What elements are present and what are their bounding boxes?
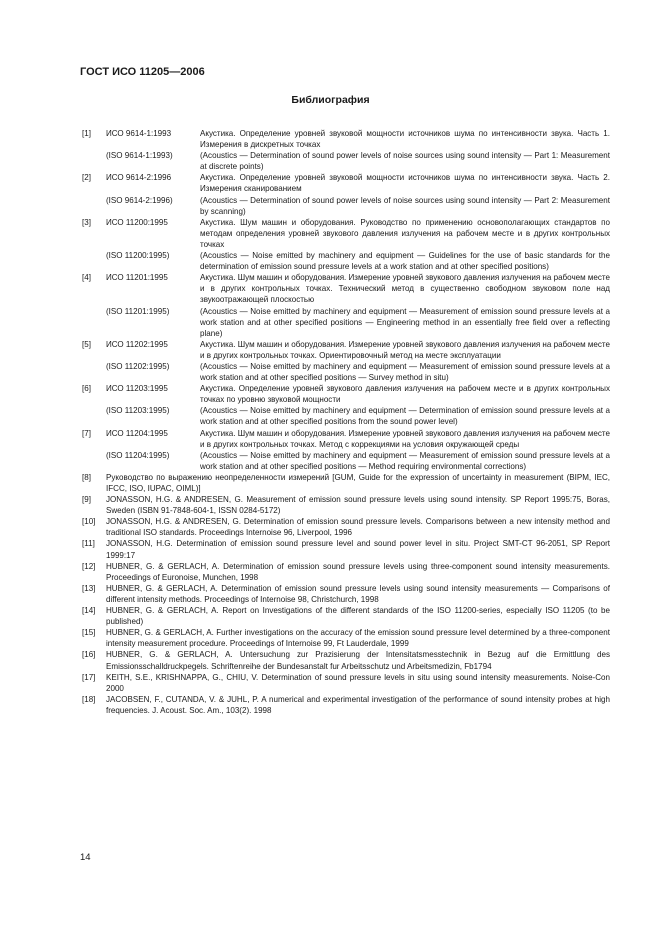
reference-item xyxy=(82,583,610,605)
standard-code-original: (ISO 11201:1995) xyxy=(106,306,170,316)
standard-code: ИСО 9614-2:1996 xyxy=(106,173,172,183)
reference-text-original: (Acoustics — Determination of sound power levels of noise sources using sound intensity — Part 2: Measurement by scanning) xyxy=(200,195,610,216)
reference-text: Акустика. Шум машин и оборудования. Измерение уровней звукового давления излучения на рабочем месте и в других контрольных точках. Метод с коррекциями на условия окружающей среды xyxy=(200,428,610,449)
reference-text-original: (Acoustics — Noise emitted by machinery and equipment — Guidelines for the use of basic standards for the determination of emission sound pressure levels at a work station and at other specified positions) xyxy=(200,251,610,272)
reference-number: [6] xyxy=(82,384,91,394)
standard-code: ИСО 11200:1995 xyxy=(106,217,168,227)
reference-text: JACOBSEN, F., CUTANDA, V. & JUHL, P. A numerical and experimental investigation of the performance of sound intensity probes at high frequencies. J. Acoust. Soc. Am., 103(2). 1998 xyxy=(106,694,610,715)
reference-text-original: (Acoustics — Noise emitted by machinery and equipment — Measurement of emission sound pressure levels at a work station and at other specified positions — Survey method in situ) xyxy=(200,361,610,383)
reference-number: [8] xyxy=(82,472,91,482)
standard-code-original: (ISO 9614-1:1993) xyxy=(106,151,173,161)
reference-item xyxy=(82,605,610,627)
reference-item xyxy=(82,561,610,583)
reference-item xyxy=(82,128,610,172)
standard-code: ИСО 9614-1:1993 xyxy=(106,129,172,138)
reference-item xyxy=(82,272,610,339)
reference-number: [3] xyxy=(82,217,91,227)
reference-number: [2] xyxy=(82,173,91,183)
reference-text: HUBNER, G. & GERLACH, A. Report on Investigations of the different standards of the ISO 11200-series, especially ISO 11205 (to be published) xyxy=(106,606,610,627)
standard-code-original: (ISO 11203:1995) xyxy=(106,406,170,416)
reference-text: HUBNER, G. & GERLACH, A. Determination of emission sound pressure levels using three-component sound intensity measurements. Proceedings of Euronoise, Munchen, 1998 xyxy=(106,561,610,582)
standard-code-original: (ISO 11204:1995) xyxy=(106,450,170,460)
reference-text: HUBNER, G. & GERLACH, A. Untersuchung zur Prazisierung der Intensitatsmesstechnik in Bezug auf die Ermittlung des Emissionsschalldruckpegels. Schriftenreihe der Bundesanstalt fur Arbeitsschutz und Arbeitsmedizin, Fb1794 xyxy=(106,650,610,671)
reference-number: [5] xyxy=(82,339,91,349)
reference-text-original: (Acoustics — Noise emitted by machinery and equipment — Measurement of emission sound pressure levels at a work station and at other specified positions — Engineering method in an essentially free field over a reflecting plane) xyxy=(200,306,610,338)
reference-number: [10] xyxy=(82,517,96,527)
reference-text: Акустика. Определение уровней звуковой мощности источников шума по интенсивности звука. Часть 1. Измерения в дискретных точках xyxy=(200,129,610,150)
reference-item xyxy=(82,694,610,716)
reference-number: [1] xyxy=(82,129,91,138)
reference-text: Акустика. Шум машин и оборудования. Руководство по применению основополагающих стандартов по методам определения уровней звукового давления излучения на рабочем месте и в других контрольных точках xyxy=(200,217,610,249)
reference-list xyxy=(82,128,610,716)
reference-number: [9] xyxy=(82,495,91,505)
reference-item xyxy=(82,339,610,383)
reference-number: [17] xyxy=(82,672,96,682)
reference-text: JONASSON, H.G. & ANDRESEN, G. Measurement of emission sound pressure levels using sound intensity. SP Report 1995:75, Boras, Sweden (ISBN 91-7848-604-1, ISSN 0284-5172) xyxy=(106,495,610,516)
reference-text-original: (Acoustics — Noise emitted by machinery and equipment — Determination of emission sound pressure levels at a work station and at other specified positions from the sound power level) xyxy=(200,406,610,427)
reference-item xyxy=(82,494,610,516)
reference-text-original: (Acoustics — Determination of sound power levels of noise sources using sound intensity — Part 1: Measurement at discrete points) xyxy=(200,151,610,172)
bibliography-title: Библиография xyxy=(291,94,370,106)
reference-number: [16] xyxy=(82,650,96,660)
standard-code: ИСО 11202:1995 xyxy=(106,339,168,349)
reference-number: [7] xyxy=(82,428,91,438)
standard-code-original: (ISO 11200:1995) xyxy=(106,251,170,261)
reference-text: Акустика. Шум машин и оборудования. Измерение уровней звукового давления излучения на рабочем месте и в других контрольных точках. Технический метод в существенно свободном звуковом поле над звукоотражающей плоскостью xyxy=(200,273,610,305)
reference-item xyxy=(82,627,610,649)
reference-text: JONASSON, H.G. & ANDRESEN, G. Determination of emission sound pressure levels. Comparisons between a new intensity method and traditional ISO standards. Proceedings Internoise 96, Liverpool, 1996 xyxy=(106,517,610,538)
reference-number: [4] xyxy=(82,273,91,283)
reference-number: [12] xyxy=(82,561,96,571)
reference-text: HUBNER, G. & GERLACH, A. Determination of emission sound pressure levels using sound intensity measurements — Comparisons of different intensity methods. Proceedings of Internoise 98, Christchurch, 1998 xyxy=(106,583,610,604)
reference-number: [11] xyxy=(82,539,95,549)
reference-text: Акустика. Шум машин и оборудования. Измерение уровней звукового давления излучения на рабочем месте и в других контрольных точках. Ориентировочный метод на месте эксплуатации xyxy=(200,339,610,360)
reference-text: KEITH, S.E., KRISHNAPPA, G., CHIU, V. Determination of sound pressure levels in situ using sound intensity measurements. Noise-Con 2000 xyxy=(106,672,610,693)
reference-text: Акустика. Определение уровней звукового давления излучения на рабочем месте и в других контрольных точках по уровню звуковой мощности xyxy=(200,384,610,405)
document-header: ГОСТ ИСО 11205—2006 xyxy=(80,66,205,78)
standard-code-original: (ISO 11202:1995) xyxy=(106,361,170,371)
reference-number: [15] xyxy=(82,628,96,638)
standard-code-original: (ISO 9614-2:1996) xyxy=(106,195,173,205)
reference-item xyxy=(82,649,610,671)
reference-item xyxy=(82,172,610,216)
reference-item xyxy=(82,538,610,560)
reference-item xyxy=(82,383,610,427)
standard-code: ИСО 11201:1995 xyxy=(106,273,168,283)
reference-number: [18] xyxy=(82,694,96,704)
reference-text: Руководство по выражению неопределенности измерений [GUM, Guide for the expression of uncertainty in measurement (BIPM, IEC, IFCC, ISO, IUPAC, OIML)] xyxy=(106,472,610,493)
reference-text-original: (Acoustics — Noise emitted by machinery and equipment — Measurement of emission sound pressure levels at a work station and at other specified positions — Method requiring environmental corrections) xyxy=(200,450,610,471)
reference-number: [14] xyxy=(82,606,96,616)
reference-text: Акустика. Определение уровней звуковой мощности источников шума по интенсивности звука. Часть 2. Измерения сканированием xyxy=(200,173,610,194)
reference-item xyxy=(82,672,610,694)
reference-item xyxy=(82,428,610,472)
standard-code: ИСО 11204:1995 xyxy=(106,428,168,438)
reference-item xyxy=(82,217,610,272)
reference-item xyxy=(82,516,610,538)
reference-text: JONASSON, H.G. Determination of emission sound pressure level and sound power level in situ. Project SMT-CT 96-2051, SP Report 1999:17 xyxy=(106,539,610,560)
reference-text: HUBNER, G. & GERLACH, A. Further investigations on the accuracy of the emission sound pressure level determined by a three-component intensity measurement procedure. Proceedings of Internoise 99, Ft Lauderdale, 1999 xyxy=(106,628,610,649)
page-number: 14 xyxy=(80,852,91,863)
reference-number: [13] xyxy=(82,583,96,593)
reference-item xyxy=(82,472,610,494)
standard-code: ИСО 11203:1995 xyxy=(106,384,168,394)
